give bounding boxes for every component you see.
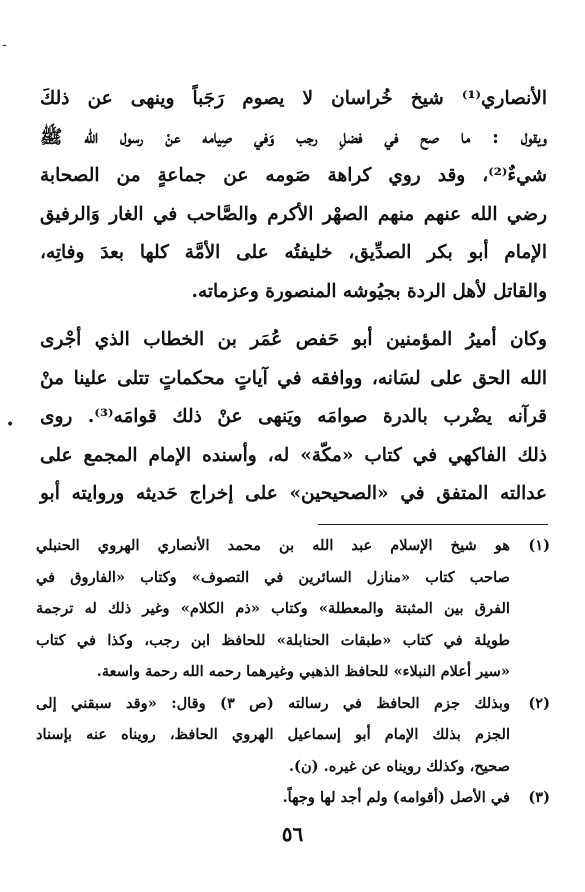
footnote-number: (١)	[528, 537, 550, 554]
main-text	[40, 80, 547, 514]
footnote-body	[36, 530, 510, 688]
body-line: والقاتل لأهل الردة بجيُوشه المنصورة وعزماته.	[191, 280, 547, 302]
margin-mark-middle: •	[6, 417, 15, 433]
footnote-line: هو شيخ الإسلام عبد الله بن محمد الأنصاري الهروي الحنبلي	[36, 537, 510, 554]
body-line: رضي الله عنهم منهم الصهْر الأكرم والصَّاحب في الغار وَالرفيق	[40, 203, 547, 225]
footnote-body	[36, 688, 510, 783]
footnote-1	[36, 530, 550, 688]
body-line: ويقول : ما صح في فضلِ رجب وَفي صِيامه عنْ رسول الله ﷺ	[40, 126, 547, 148]
footnote-line: في الأصل (أقوامه) ولم أجد لها وجهاً.	[282, 789, 510, 806]
footnote-line: صحيح، وكذلك رويناه عن غيره. (ن).	[288, 757, 510, 775]
body-line: الله الحق على لسَانه، ووافقه في آياتٍ محكماتٍ تتلى علينا منْ	[40, 367, 547, 389]
body-line: قرآنه يضْرب بالدرة صوامَه ويَنهى عنْ ذلك قوامَه⁽³⁾. روى	[40, 406, 547, 427]
footnote-line: «سير أعلام النبلاء» للحافظ الذهبي وغيرهما رحمه الله رحمة واسعة.	[96, 663, 510, 680]
footnote-line: صاحب كتاب «منازل السائرين في التصوف» وكتاب «الفاروق في	[36, 568, 510, 586]
footnotes	[36, 530, 550, 814]
body-line: الأنصاري⁽¹⁾ شيخ خُراسان لا يصوم رَجَباً وينهى عن ذلكَ	[40, 88, 547, 109]
body-line: وكان أميرُ المؤمنين أبو حَفص عُمَر بن الخطاب الذي أجْرى	[40, 329, 547, 350]
body-line: ذلك الفاكهي في كتاب «مكّة» له، وأسنده الإمام المجمع على	[40, 444, 547, 466]
footnote-2	[36, 688, 550, 783]
footnote-number: (٢)	[528, 694, 550, 712]
body-line: شيءٌ⁽²⁾، وقد روي كراهة صَومه عن جماعةٍ من الصحابة	[40, 165, 547, 186]
footnote-line: وبذلك جزم الحافظ في رسالته (ص ٣) وقال: «وقد سبقني إلى	[36, 694, 510, 712]
paragraph-gap	[40, 311, 547, 321]
footnote-line: الفرق بين المثبتة والمعطلة» وكتاب «ذم الكلام» وغير ذلك له ترجمة	[36, 600, 510, 617]
footnote-body	[36, 782, 510, 814]
footnote-line: الجزم بذلك الإمام أبو إسماعيل الهروي الحافظ، رويناه عنه بإسناد	[36, 726, 510, 743]
body-line: عدالته المتفق في «الصحيحين» على إخراج حَديثه وروايته أبو	[40, 483, 547, 504]
page-number: ٥٦	[281, 822, 304, 846]
footnote-3	[36, 782, 550, 814]
footnote-line: طويلة في كتاب «طبقات الحنابلة» للحافظ ابن رجب، وكذا في كتاب	[36, 631, 510, 649]
footnote-number: (٣)	[528, 789, 550, 806]
body-line: الإمام أبو بكر الصدِّيق، خليفتُه على الأمَّة كلها بعدَ وفاتِه،	[40, 242, 547, 263]
margin-mark-top: -	[2, 37, 7, 53]
footnote-separator	[318, 524, 548, 525]
